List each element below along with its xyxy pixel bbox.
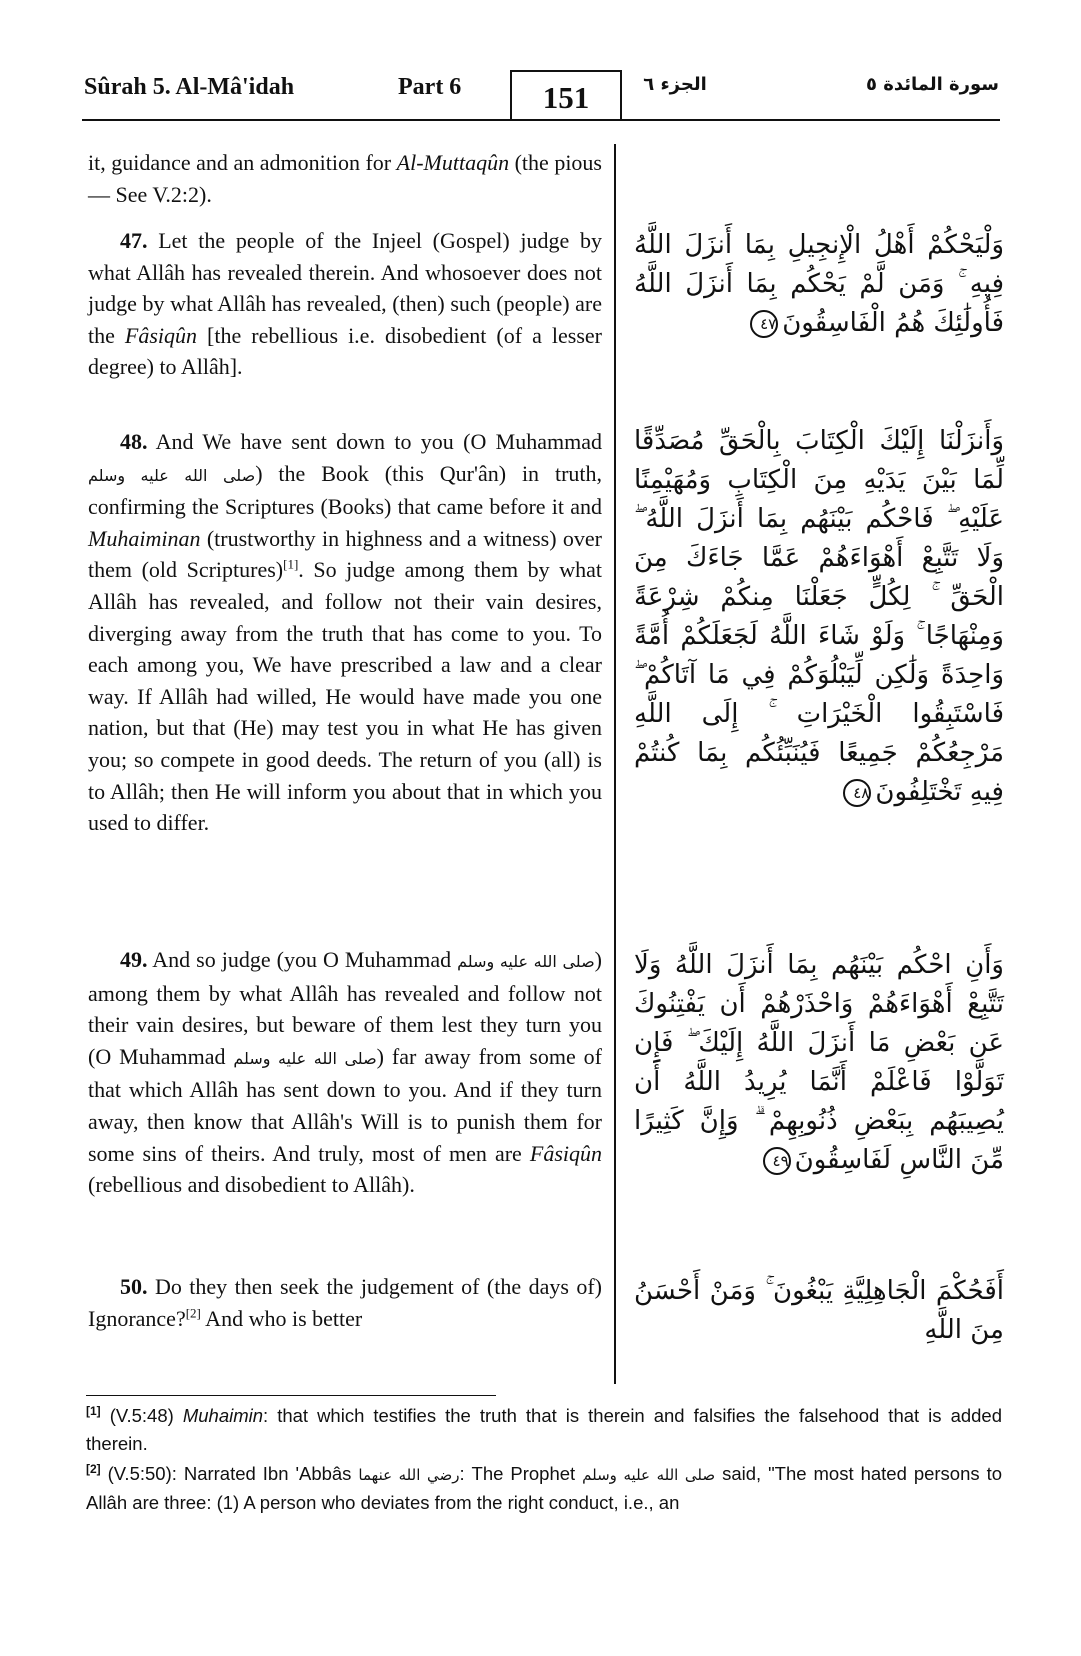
text: And We have sent down to you (O Muhammad — [147, 429, 602, 454]
salutation-arabic: صلى الله عليه وسلم — [582, 1466, 716, 1484]
verse-number: 48. — [120, 429, 148, 454]
arabic-text: وَلْيَحْكُمْ أَهْلُ الْإِنجِيلِ بِمَا أَنزَلَ اللَّهُ فِيهِ ۚ وَمَن لَّمْ يَحْكُم بِمَا أَنزَلَ اللَّهُ فَأُولَٰئِكَ هُمُ الْفَاسِقُونَ — [634, 230, 1004, 338]
page-number: 151 — [542, 80, 590, 115]
salutation-arabic: صلى الله عليه وسلم — [233, 1048, 377, 1068]
verse-50-translation — [88, 1271, 602, 1334]
footnote-ref[interactable]: [2] — [185, 1305, 201, 1321]
text: ) among them by what Allâh has revealed and follow not their vain desires, but beware of them lest they turn you (O Muhammad — [88, 947, 602, 1069]
text: it, guidance and an admonition for — [88, 150, 397, 175]
surah-title-english: Sûrah 5. Al-Mâ'idah — [84, 74, 295, 100]
italic-term: Muhaiminan — [88, 525, 201, 551]
ayah-end-marker: ٤٩ — [763, 1147, 791, 1175]
ayah-end-marker: ٤٨ — [843, 779, 871, 807]
italic-term: Fâsiqûn — [124, 322, 198, 348]
text: (V.5:50): Narrated Ibn 'Abbâs — [100, 1463, 359, 1484]
verse-number: 49. — [120, 947, 148, 972]
ayah-end-marker: ٤٧ — [750, 310, 778, 338]
verse-number: 50. — [120, 1274, 148, 1299]
verse-48-arabic — [634, 422, 1004, 812]
verse-50-arabic — [634, 1272, 1004, 1350]
text: And who is better — [200, 1305, 363, 1331]
text: Do they then seek the judgement of (the days of) Ignorance? — [88, 1274, 602, 1331]
text: And so judge (you O Muhammad — [147, 947, 458, 972]
salutation-arabic: صلى الله عليه وسلم — [457, 952, 595, 971]
text: ) the Book (this Qur'ân) in truth, confirming the Scriptures (Books) that came before it and — [88, 460, 603, 520]
juz-label-arabic: الجزء ٦ — [643, 74, 707, 95]
text: Let the people of the Injeel (Gospel) judge by what Allâh has revealed therein. And whosoever does not judge by what Allâh has revealed, (then) such (people) are the — [88, 228, 602, 348]
text: . So judge among them by what Allâh has revealed, and follow not their vain desires, diverging away from the truth that has come to you. To each among you, We have prescribed a law and a clear way. If Allâh had willed, He would have made you one nation, but that (He) may test you in what He has given you; so compete in good deeds. The return of you (all) is to Allâh; then He will inform you about that in which you used to differ. — [88, 557, 602, 836]
arabic-text: وَأَنزَلْنَا إِلَيْكَ الْكِتَابَ بِالْحَقِّ مُصَدِّقًا لِّمَا بَيْنَ يَدَيْهِ مِنَ الْكِتَابِ وَمُهَيْمِنًا عَلَيْهِ ۖ فَاحْكُم بَيْنَهُم بِمَا أَنزَلَ اللَّهُ ۖ وَلَا تَتَّبِعْ أَهْوَاءَهُمْ عَمَّا جَاءَكَ مِنَ الْحَقِّ ۚ لِكُلٍّ جَعَلْنَا مِنكُمْ شِرْعَةً وَمِنْهَاجًا ۚ وَلَوْ شَاءَ اللَّهُ لَجَعَلَكُمْ أُمَّةً وَاحِدَةً وَلَٰكِن لِّيَبْلُوَكُمْ فِي مَا آتَاكُمْ ۖ فَاسْتَبِقُوا الْخَيْرَاتِ ۚ إِلَى اللَّهِ مَرْجِعُكُمْ جَمِيعًا فَيُنَبِّئُكُم بِمَا كُنتُمْ فِيهِ تَخْتَلِفُونَ — [634, 426, 1004, 807]
footnote-2 — [86, 1460, 1002, 1517]
verse-47-translation — [88, 225, 602, 383]
paragraph-continuation — [88, 147, 602, 210]
text: (the pious — See V.2:2). — [88, 150, 602, 207]
verse-47-arabic — [634, 226, 1004, 343]
text: (trustworthy in highness and a witness) over them (old Scriptures) — [88, 525, 602, 583]
footnote-1 — [86, 1402, 1002, 1458]
footnote-ref[interactable]: [1] — [283, 557, 299, 573]
italic-term: Al-Muttaqûn — [396, 150, 510, 175]
part-label: Part 6 — [398, 74, 462, 100]
text: : The Prophet — [459, 1463, 583, 1484]
salutation-arabic: صلى الله عليه وسلم — [88, 465, 256, 485]
text: (rebellious and disobedient to Allâh). — [88, 1172, 415, 1198]
verse-49-arabic — [634, 946, 1004, 1180]
header-rule — [82, 119, 1000, 121]
footnote-marker: [1] — [86, 1403, 101, 1418]
column-divider — [614, 144, 616, 1384]
verse-49-translation — [88, 944, 602, 1201]
text: ) far away from some of that which Allâh has sent down to you. And if they turn away, then know that Allâh's Will is to punish them for some sins of theirs. And truly, most of men are — [88, 1043, 602, 1166]
arabic-text: وَأَنِ احْكُم بَيْنَهُم بِمَا أَنزَلَ اللَّهُ وَلَا تَتَّبِعْ أَهْوَاءَهُمْ وَاحْذَرْهُمْ أَن يَفْتِنُوكَ عَن بَعْضِ مَا أَنزَلَ اللَّهُ إِلَيْكَ ۖ فَإِن تَوَلَّوْا فَاعْلَمْ أَنَّمَا يُرِيدُ اللَّهُ أَن يُصِيبَهُم بِبَعْضِ ذُنُوبِهِمْ ۗ وَإِنَّ كَثِيرًا مِّنَ النَّاسِ لَفَاسِقُونَ — [634, 950, 1004, 1175]
footnote-rule — [86, 1395, 496, 1396]
arabic-text: أَفَحُكْمَ الْجَاهِلِيَّةِ يَبْغُونَ ۚ وَمَنْ أَحْسَنُ مِنَ اللَّهِ — [634, 1276, 1004, 1345]
text: : that which testifies the truth that is therein and falsifies the falsehood that is added therein. — [86, 1405, 1003, 1454]
text: [the rebellious i.e. disobedient (of a lesser degree) to Allâh]. — [88, 322, 602, 380]
italic-term: Fâsiqûn — [529, 1140, 602, 1166]
surah-title-arabic: سورة المائدة ٥ — [865, 74, 999, 95]
verse-number: 47. — [120, 228, 148, 253]
text: (V.5:48) — [100, 1405, 183, 1426]
text: said, "The most hated persons to Allâh are three: (1) A person who deviates from the right conduct, i.e., an — [86, 1463, 1003, 1513]
italic-term: Muhaimin — [182, 1405, 264, 1426]
verse-48-translation — [88, 426, 602, 839]
footnote-marker: [2] — [86, 1461, 101, 1476]
salutation-arabic: رضي الله عنهما — [358, 1466, 460, 1484]
